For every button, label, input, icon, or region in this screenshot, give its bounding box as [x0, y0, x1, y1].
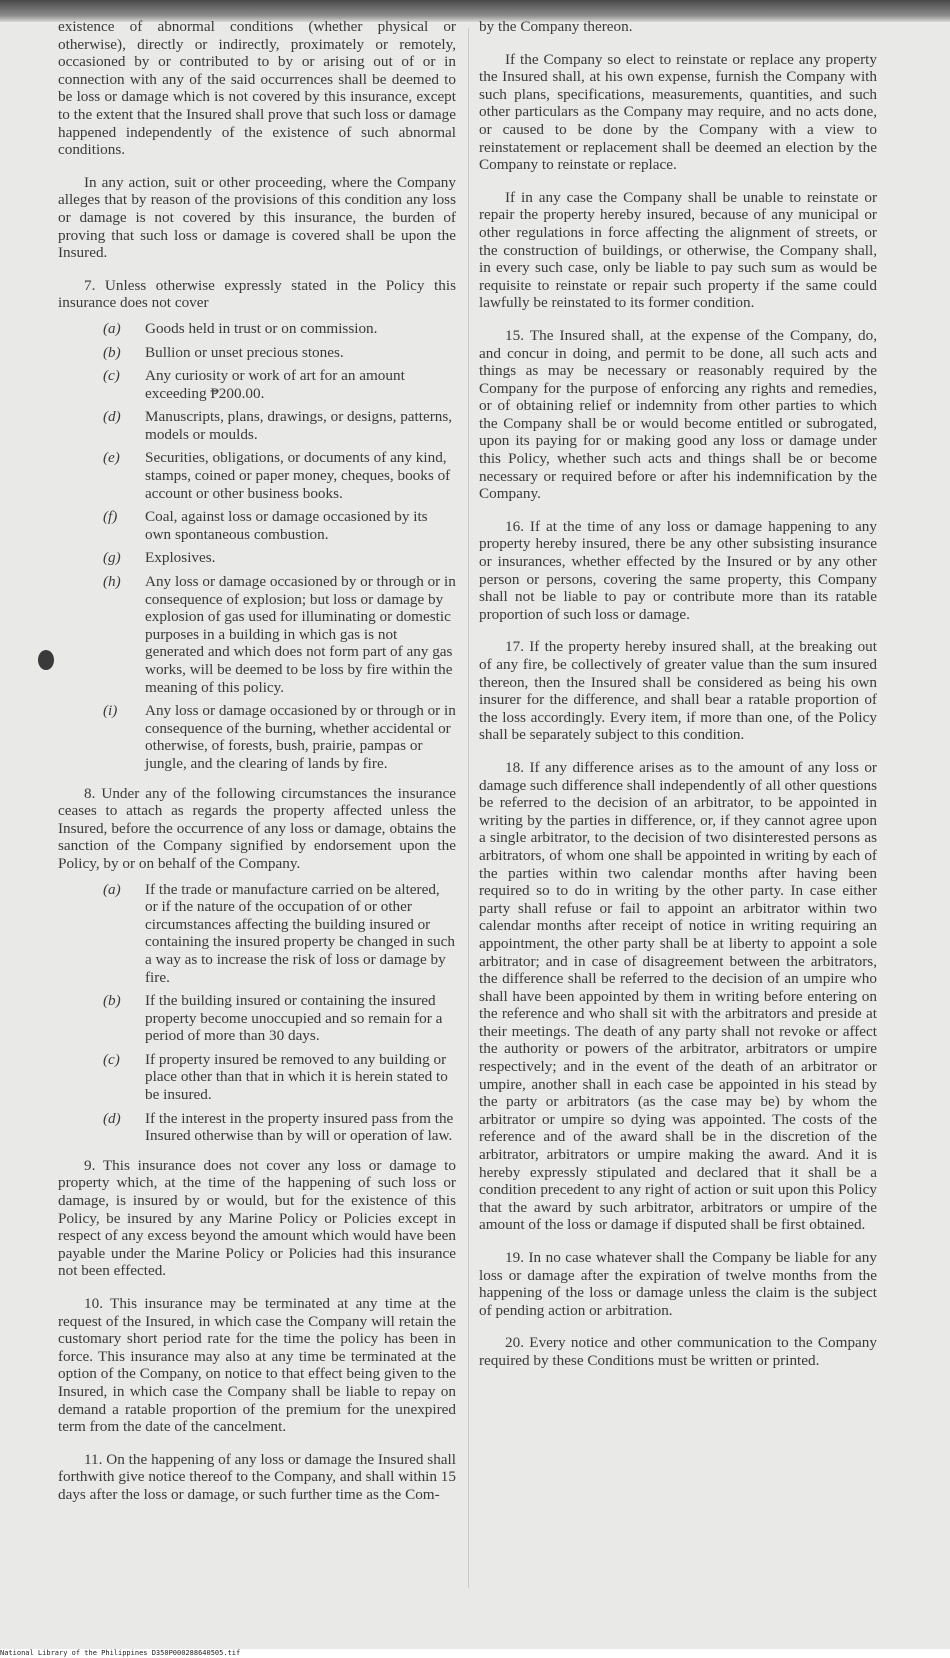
- clause-7-item-e: [103, 449, 456, 502]
- item-text: If the interest in the property insured pass from the Insured otherwise than by will or operation of law.: [145, 1109, 454, 1145]
- clause-8-item-c: [103, 1051, 456, 1104]
- clause-8-item-a: [103, 881, 456, 987]
- item-text: Securities, obligations, or documents of any kind, stamps, coined or paper money, cheques, books of account or other business books.: [145, 449, 451, 502]
- continuation-fragment: by the Company thereon.: [479, 18, 633, 35]
- clause-7-item-a: [103, 320, 456, 338]
- clause-7-item-c: [103, 367, 456, 402]
- reinstatement-paragraph: If the Company so elect to reinstate or replace any property the Insured shall, at his own expense, furnish the Company with such plans, specifications, measurements, quantities, and such other particulars as the Company may require, and no acts done, or caused to be done by the Company with a view to reinstatement or replacement shall be deemed an election by the Company to reinstate or replace.: [479, 50, 877, 174]
- item-text: Bullion or unset precious stones.: [145, 343, 344, 361]
- clause-7-item-f: [103, 508, 456, 543]
- item-text: Explosives.: [145, 549, 216, 567]
- item-text: Goods held in trust or on commission.: [145, 319, 378, 337]
- item-label: (d): [103, 1109, 121, 1127]
- clause-8-item-b: [103, 992, 456, 1045]
- item-text: Manuscripts, plans, drawings, or designs, patterns, models or moulds.: [145, 408, 453, 443]
- archive-footer-note: National Library of the Philippines D350P000288640505.tif: [0, 1649, 950, 1658]
- item-label: (c): [103, 1050, 120, 1068]
- item-label: (b): [103, 343, 121, 361]
- column-divider: [468, 28, 469, 1588]
- item-text: Any curiosity or work of art for an amount exceeding ₱200.00.: [145, 367, 405, 402]
- clause-8-item-d: [103, 1110, 456, 1145]
- clause-20: 20. Every notice and other communication to the Company required by these Conditions must be written or printed.: [479, 1334, 877, 1369]
- clause-18: 18. If any difference arises as to the amount of any loss or damage such difference shall independently of all other questions be referred to the decision of an arbitrator, to be appointed in writing by the parties in difference, or, if they cannot agree upon a single arbitrator, to the decision of two disinterested persons as arbitrators, of whom one shall be appointed in writing by each of the parties within two calendar months after having been required so to do in writing by the other party. In case either party shall refuse or fail to appoint an arbitrator within two calendar months after receipt of notice in writing requiring an appointment, the other party shall be at liberty to appoint a sole arbitrator; and in case of disagreement between the arbitrators, the difference shall be referred to the decision of an umpire who shall have been appointed by them in writing before entering on the reference and who shall sit with the arbitrators and preside at their meetings. The death of any party shall not revoke or affect the authority or powers of the arbitrator, arbitrators or umpire respectively; and in the event of the death of an arbitrator or umpire, another shall in each case be appointed in his stead by the party or arbitrators (as the case may be) by whom the arbitrator or umpire so dying was appointed. The costs of the reference and of the award shall be in the discretion of the arbitrator, arbitrators or umpire making the award. And it is hereby expressly stipulated and declared that it shall be a condition precedent to any right of action or suit upon this Policy that the award by such arbitrator, arbitrators or umpire of the amount of the loss or damage if disputed shall be first obtained.: [479, 758, 877, 1234]
- clause-15: 15. The Insured shall, at the expense of the Company, do, and concur in doing, and permit to be done, all such acts and things as may be necessary or reasonably required by the Company for the purpose of enforcing any rights and remedies, or of obtaining relief or indemnity from other parties to which the Company shall be or would become entitled or subrogated, upon its paying for or making good any loss or damage under this Policy, whether such acts and things shall be or become necessary or required before or after his indemnification by the Company.: [479, 326, 877, 503]
- clause-7-item-g: [103, 549, 456, 567]
- item-text: If the trade or manufacture carried on be altered, or if the nature of the occupation of or other circumstances affecting the building insured or containing the insured property be changed in such a way as to increase the risk of loss or damage by fire.: [145, 880, 455, 986]
- clause-19: 19. In no case whatever shall the Company be liable for any loss or damage after the expiration of twelve months from the happening of the loss or damage unless the claim is the subject of pending action or arbitration.: [479, 1249, 877, 1319]
- clause-7-item-i: [103, 702, 456, 772]
- policy-conditions-page: [58, 18, 890, 1588]
- clause-7-items: [58, 320, 456, 773]
- item-label: (a): [103, 319, 121, 337]
- clause-16: 16. If at the time of any loss or damage happening to any property hereby insured, there be any other subsisting insurance or insurances, whether effected by the Insured or by any other person or persons, covering the same property, this Company shall not be liable to pay or contribute more than its ratable proportion of such loss or damage.: [479, 517, 877, 623]
- item-label: (e): [103, 449, 120, 467]
- scan-hole-mark: [38, 650, 54, 670]
- burden-of-proof-paragraph: In any action, suit or other proceeding, where the Company alleges that by reason of the provisions of this condition any loss or damage is not covered by this insurance, the burden of proving that such loss or damage is covered shall be upon the Insured.: [58, 173, 456, 262]
- item-label: (b): [103, 992, 121, 1010]
- item-label: (c): [103, 367, 120, 385]
- item-text: If the building insured or containing the insured property become unoccupied and so remain for a period of more than 30 days.: [145, 992, 443, 1045]
- clause-8-heading: 8. Under any of the following circumstances the insurance ceases to attach as regards the property affected unless the Insured, before the occurrence of any loss or damage, obtains the sanction of the Company signified by endorsement upon the Policy, by or on behalf of the Company.: [58, 784, 456, 872]
- clause-10: 10. This insurance may be terminated at any time at the request of the Insured, in which case the Company will retain the customary short period rate for the time the policy has been in force. This insurance may also at any time be terminated at the option of the Company, on notice to that effect being given to the Insured, in which case the Company shall be liable to repay on demand a ratable proportion of the premium for the unexpired term from the date of the cancelment.: [58, 1295, 456, 1436]
- clause-7-heading: 7. Unless otherwise expressly stated in the Policy this insurance does not cover: [58, 276, 456, 312]
- clause-7-item-b: [103, 344, 456, 362]
- abnormal-conditions-fragment: existence of abnormal conditions (whether physical or otherwise), directly or indirectly, proximately or remotely, occasioned by or contributed to by or arising out of or in connection with any of the said occurrences shall be deemed to be loss or damage which is not covered by this insurance, except to the extent that the Insured shall prove that such loss or damage happened independently of the existence of such abnormal conditions.: [58, 18, 456, 159]
- item-text: Any loss or damage occasioned by or through or in consequence of explosion; but loss or damage by explosion of gas used for illuminating or domestic purposes in a building in which gas is not generated and which does not form part of any gas works, will be deemed to be loss by fire within the meaning of this policy.: [145, 573, 456, 696]
- item-label: (a): [103, 880, 121, 898]
- item-label: (f): [103, 508, 118, 526]
- clause-11-fragment: 11. On the happening of any loss or damage the Insured shall forthwith give notice thereof to the Company, and shall within 15 days after the loss or damage, or such further time as the Com-: [58, 1450, 456, 1503]
- item-label: (g): [103, 549, 121, 567]
- clause-17: 17. If the property hereby insured shall, at the breaking out of any fire, be collectively of greater value than the sum insured thereon, then the Insured shall be considered as being his own insurer for the difference, and shall bear a ratable proportion of the loss accordingly. Every item, if more than one, of the Policy shall be separately subject to this condition.: [479, 638, 877, 744]
- right-column: [479, 18, 877, 1385]
- clause-9: 9. This insurance does not cover any loss or damage to property which, at the time of the happening of such loss or damage, is insured by or would, but for the existence of this Policy, be insured by any Marine Policy or Policies except in respect of any excess beyond the amount which would have been payable under the Marine Policy or Policies had this insurance not been effected.: [58, 1156, 456, 1280]
- item-label: (d): [103, 408, 121, 426]
- unable-to-reinstate-paragraph: If in any case the Company shall be unable to reinstate or repair the property hereby insured, because of any municipal or other regulations in force affecting the alignment of streets, or the construction of buildings, or otherwise, the Company shall, in every such case, only be liable to pay such sum as would be requisite to reinstate or repair such property if the same could lawfully be reinstated to its former condition.: [479, 188, 877, 312]
- item-label: (h): [103, 573, 121, 591]
- item-label: (i): [103, 702, 118, 720]
- left-column: [58, 18, 456, 1519]
- clause-7-item-d: [103, 408, 456, 443]
- item-text: If property insured be removed to any building or place other than that in which it is herein stated to be insured.: [145, 1050, 448, 1104]
- clause-7-item-h: [103, 573, 456, 696]
- item-text: Coal, against loss or damage occasioned by its own spontaneous combustion.: [145, 508, 428, 543]
- item-text: Any loss or damage occasioned by or through or in consequence of the burning, whether accidental or otherwise, of forests, bush, prairie, pampas or jungle, and the clearing of lands by fire.: [145, 702, 456, 772]
- clause-8-items: [58, 881, 456, 1145]
